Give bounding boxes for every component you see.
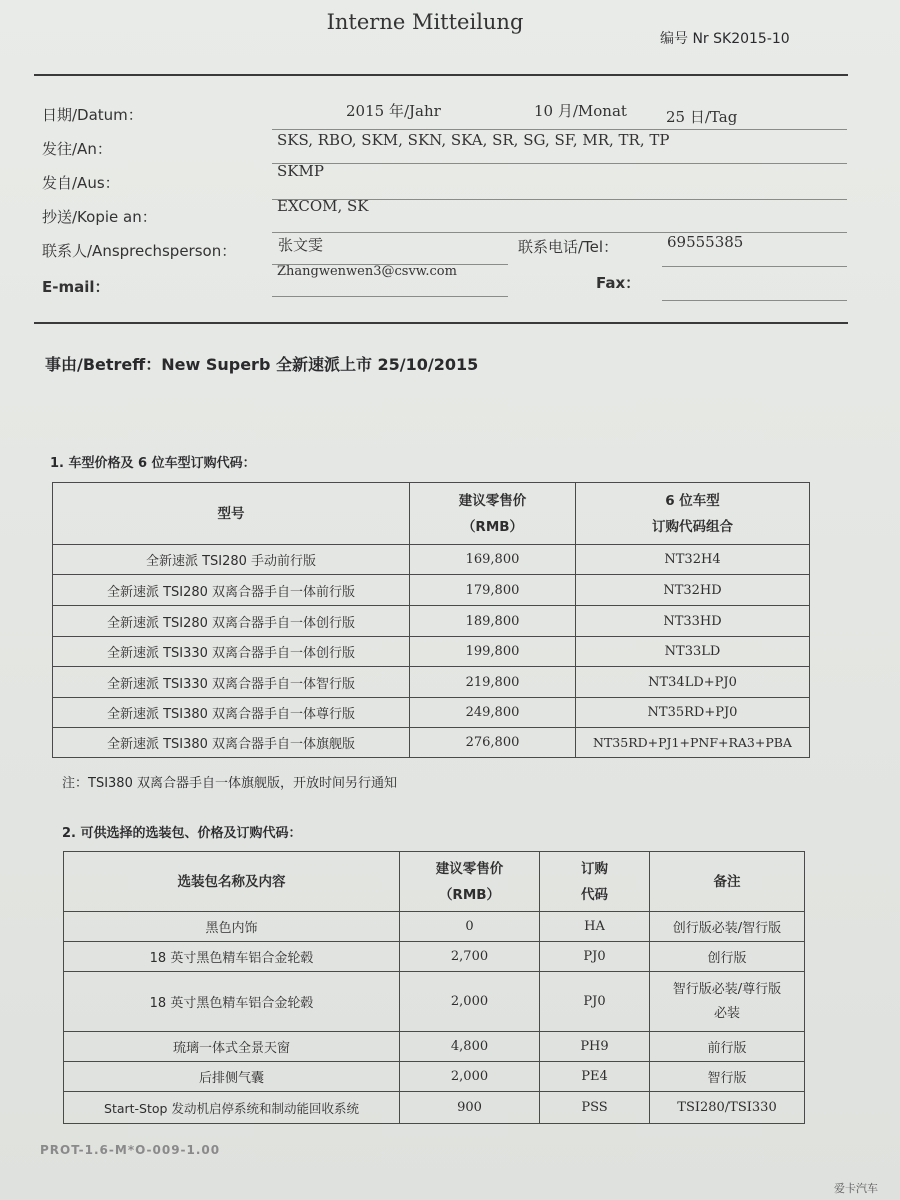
col-option-code-line2: 代码	[581, 886, 608, 903]
date-underline	[272, 129, 847, 130]
table-row	[64, 1062, 805, 1092]
model-cell: 全新速派 TSI380 双离合器手自一体旗舰版	[53, 728, 410, 758]
email-underline	[272, 296, 508, 297]
subject-line: 事由/Betreff：New Superb 全新速派上市 25/10/2015	[45, 355, 479, 374]
table-row	[53, 698, 810, 728]
table-row	[53, 545, 810, 575]
code-cell: NT32HD	[576, 575, 810, 606]
table-row	[53, 575, 810, 606]
option-code-cell: HA	[540, 912, 650, 942]
price-cell: 199,800	[410, 637, 576, 667]
option-remark-cell: 创行版必装/智行版	[650, 912, 805, 942]
col-code	[576, 483, 810, 545]
table-row	[64, 912, 805, 942]
fax-label: Fax：	[596, 274, 641, 292]
option-price-cell: 4,800	[400, 1032, 540, 1062]
option-code-cell: PH9	[540, 1032, 650, 1062]
to-label: 发往/An：	[42, 140, 112, 158]
copy-value: EXCOM, SK	[277, 197, 369, 215]
copy-label: 抄送/Kopie an：	[42, 208, 157, 226]
model-cell: 全新速派 TSI330 双离合器手自一体智行版	[53, 667, 410, 698]
header-bottom-rule	[34, 322, 848, 324]
table-row	[64, 1032, 805, 1062]
date-month: 10 月/Monat	[534, 102, 627, 120]
document-title: Interne Mitteilung	[326, 10, 524, 34]
model-table-header	[53, 483, 810, 545]
model-cell: 全新速派 TSI280 双离合器手自一体创行版	[53, 606, 410, 637]
option-remark-cell	[650, 972, 805, 1032]
col-option-price-line2: （RMB）	[438, 886, 501, 903]
table-row	[53, 606, 810, 637]
price-cell: 249,800	[410, 698, 576, 728]
option-remark-cell: TSI280/TSI330	[650, 1092, 805, 1124]
col-option-price	[400, 852, 540, 912]
table-row	[64, 1092, 805, 1124]
option-name-cell: 18 英寸黑色精车铝合金轮毂	[64, 942, 400, 972]
option-code-cell: PE4	[540, 1062, 650, 1092]
price-cell: 189,800	[410, 606, 576, 637]
option-name-cell: Start-Stop 发动机启停系统和制动能回收系统	[64, 1092, 400, 1124]
option-price-cell: 2,700	[400, 942, 540, 972]
price-cell: 276,800	[410, 728, 576, 758]
options-table-header	[64, 852, 805, 912]
col-price-line2: （RMB）	[461, 518, 524, 535]
code-cell: NT33HD	[576, 606, 810, 637]
code-cell: NT35RD+PJ1+PNF+RA3+PBA	[576, 728, 810, 758]
option-name-cell: 后排侧气囊	[64, 1062, 400, 1092]
table-row	[64, 972, 805, 1032]
option-name-cell: 琉璃一体式全景天窗	[64, 1032, 400, 1062]
date-label: 日期/Datum：	[42, 106, 143, 124]
col-option-code	[540, 852, 650, 912]
section1-heading: 1. 车型价格及 6 位车型订购代码：	[50, 456, 256, 471]
option-price-cell: 900	[400, 1092, 540, 1124]
to-value: SKS, RBO, SKM, SKN, SKA, SR, SG, SF, MR, TR, TP	[277, 131, 670, 149]
from-value: SKMP	[277, 162, 324, 180]
table-row	[64, 942, 805, 972]
col-option-price-line1: 建议零售价	[435, 860, 504, 877]
model-cell: 全新速派 TSI330 双离合器手自一体创行版	[53, 637, 410, 667]
option-price-cell: 0	[400, 912, 540, 942]
from-label: 发自/Aus：	[42, 174, 120, 192]
options-table	[63, 851, 805, 1124]
price-cell: 169,800	[410, 545, 576, 575]
date-day: 25 日/Tag	[666, 108, 738, 126]
document-number: 编号 Nr SK2015-10	[660, 31, 790, 47]
code-cell: NT33LD	[576, 637, 810, 667]
date-year: 2015 年/Jahr	[346, 102, 441, 120]
col-option-code-line1: 订购	[581, 860, 608, 877]
price-cell: 219,800	[410, 667, 576, 698]
option-price-cell: 2,000	[400, 1062, 540, 1092]
col-price-line1: 建议零售价	[458, 492, 527, 509]
option-remark-line2: 必装	[713, 1005, 740, 1021]
phone-label: 联系电话/Tel：	[518, 238, 619, 256]
table-row	[53, 667, 810, 698]
option-code-cell: PJ0	[540, 972, 650, 1032]
option-price-cell: 2,000	[400, 972, 540, 1032]
option-code-cell: PJ0	[540, 942, 650, 972]
table-row	[53, 637, 810, 667]
copy-underline	[272, 232, 847, 233]
model-cell: 全新速派 TSI280 双离合器手自一体前行版	[53, 575, 410, 606]
option-name-cell: 黑色内饰	[64, 912, 400, 942]
option-remark-cell: 前行版	[650, 1032, 805, 1062]
option-name-cell: 18 英寸黑色精车铝合金轮毂	[64, 972, 400, 1032]
option-remark-cell: 智行版	[650, 1062, 805, 1092]
table-row	[53, 728, 810, 758]
section2-heading: 2. 可供选择的选装包、价格及订购代码：	[62, 826, 302, 841]
email-label: E-mail：	[42, 278, 110, 296]
option-code-cell: PSS	[540, 1092, 650, 1124]
contact-label: 联系人/Ansprechsperson：	[42, 242, 237, 260]
model-cell: 全新速派 TSI380 双离合器手自一体尊行版	[53, 698, 410, 728]
model-price-table	[52, 482, 810, 758]
model-cell: 全新速派 TSI280 手动前行版	[53, 545, 410, 575]
phone-value: 69555385	[667, 233, 744, 251]
contact-value: 张文雯	[278, 236, 324, 254]
top-rule	[34, 74, 848, 76]
to-underline	[272, 163, 847, 164]
option-remark-cell: 创行版	[650, 942, 805, 972]
col-model: 型号	[53, 483, 410, 545]
col-option-name: 选装包名称及内容	[64, 852, 400, 912]
code-cell: NT32H4	[576, 545, 810, 575]
phone-underline	[662, 266, 847, 267]
watermark: 爱卡汽车	[834, 1182, 878, 1195]
fax-underline	[662, 300, 847, 301]
code-cell: NT35RD+PJ0	[576, 698, 810, 728]
col-code-line2: 订购代码组合	[652, 518, 733, 535]
code-cell: NT34LD+PJ0	[576, 667, 810, 698]
col-price	[410, 483, 576, 545]
col-option-remark: 备注	[650, 852, 805, 912]
option-remark-line1: 智行版必装/尊行版	[672, 981, 782, 997]
price-cell: 179,800	[410, 575, 576, 606]
form-code: PROT-1.6-M*O-009-1.00	[40, 1143, 221, 1157]
email-value: Zhangwenwen3@csvw.com	[277, 264, 457, 279]
col-code-line1: 6 位车型	[665, 492, 720, 509]
section1-note: 注：TSI380 双离合器手自一体旗舰版，开放时间另行通知	[62, 776, 397, 791]
